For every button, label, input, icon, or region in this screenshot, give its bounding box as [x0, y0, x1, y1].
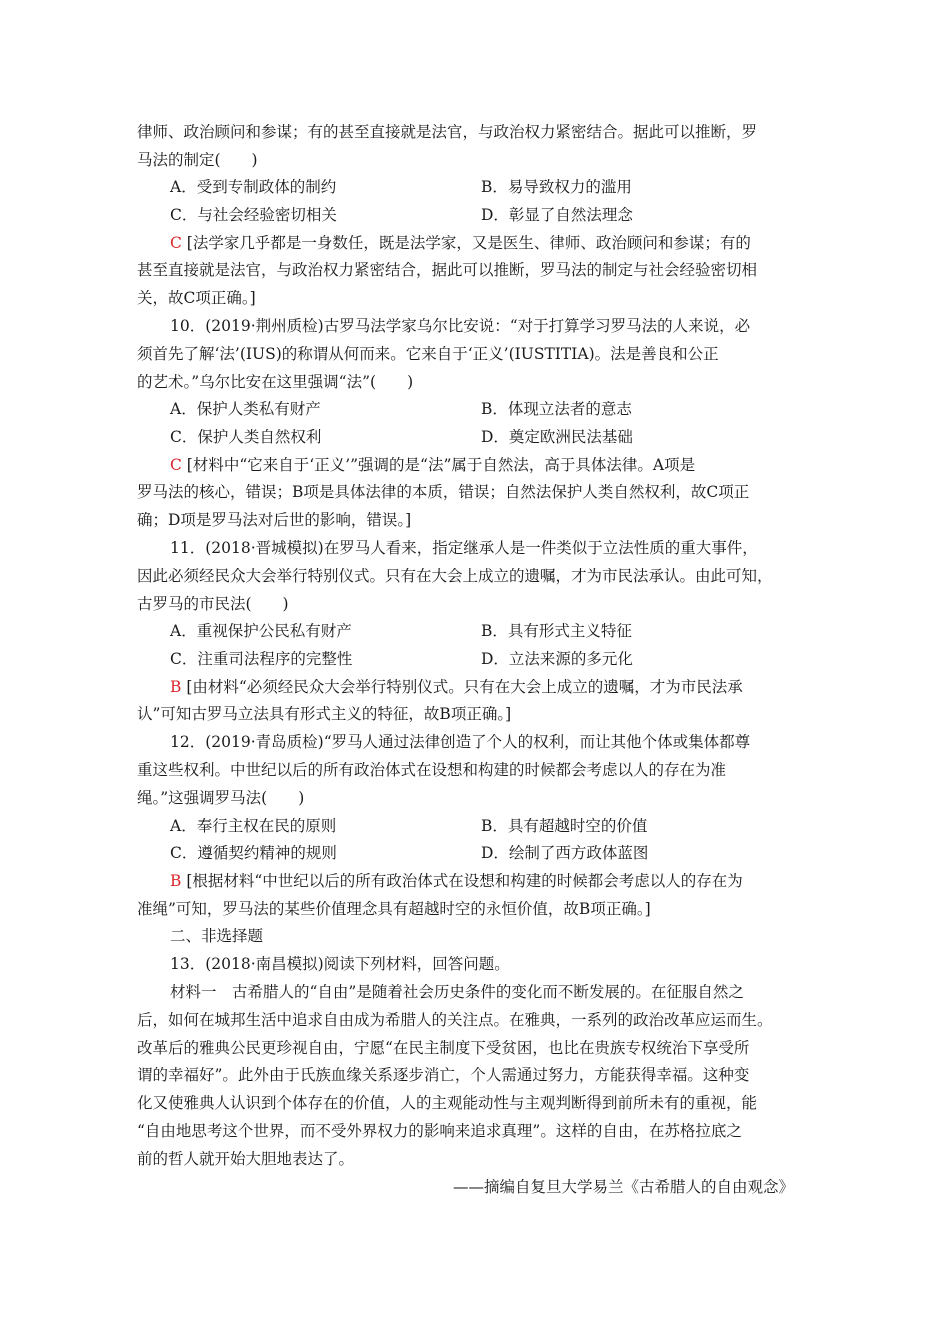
q11-stem-line-2: 因此必须经民众大会举行特别仪式。只有在大会上成立的遗嘱，才为市民法承认。由此可知，: [137, 567, 773, 585]
q11-option-d: D．立法来源的多元化: [481, 650, 633, 668]
q10-stem-line-2: 须首先了解‘法’(IUS)的称谓从何而来。它来自于‘正义’(IUSTITIA)。法是善良和公正: [137, 345, 719, 363]
q12-option-d: D．绘制了西方政体蓝图: [481, 844, 649, 862]
q13-material-line-2: 后，如何在城邦生活中追求自由成为希腊人的关注点。在雅典，一系列的政治改革应运而生。: [137, 1011, 773, 1029]
q11-explanation-line-2: 认”可知古罗马立法具有形式主义的特征，故B项正确。]: [137, 705, 512, 723]
q12-explanation-line-1: B [根据材料“中世纪以后的所有政治体式在设想和构建的时候都会考虑以人的存在为: [170, 872, 743, 890]
q9-stem-line-2: 马法的制定( ): [137, 151, 258, 169]
q10-option-d: D．奠定欧洲民法基础: [481, 428, 633, 446]
q9-option-d: D．彰显了自然法理念: [481, 206, 633, 224]
q9-option-a: A．受到专制政体的制约: [170, 178, 337, 196]
q13-material-line-6: “自由地思考这个世界，而不受外界权力的影响来追求真理”。这样的自由，在苏格拉底之: [137, 1122, 742, 1140]
q9-option-c: C．与社会经验密切相关: [170, 206, 337, 224]
q13-material-line-5: 化又使雅典人认识到个体存在的价值，人的主观能动性与主观判断得到前所未有的重视，能: [137, 1094, 758, 1112]
q10-explanation-line-1: C [材料中“它来自于‘正义’”强调的是“法”属于自然法，高于具体法律。A项是: [170, 456, 696, 474]
q12-option-c: C．遵循契约精神的规则: [170, 844, 337, 862]
q11-option-c: C．注重司法程序的完整性: [170, 650, 353, 668]
q12-explanation-line-2: 准绳”可知，罗马法的某些价值理念具有超越时空的永恒价值，故B项正确。]: [137, 900, 651, 918]
q13-material-line-4: 谓的幸福好”。此外由于氏族血缘关系逐步消亡，个人需通过努力，方能获得幸福。这种变: [137, 1066, 750, 1084]
q9-explanation-line-2: 甚至直接就是法官，与政治权力紧密结合，据此可以推断，罗马法的制定与社会经验密切相: [137, 261, 758, 279]
q9-explanation-line-1: C [法学家几乎都是一身数任，既是法学家，又是医生、律师、政治顾问和参谋；有的: [170, 234, 751, 252]
q9-option-b: B．易导致权力的滥用: [481, 178, 632, 196]
q12-option-a: A．奉行主权在民的原则: [170, 817, 337, 835]
q10-answer: C: [170, 456, 182, 474]
q11-stem-line-3: 古罗马的市民法( ): [137, 595, 289, 613]
q10-stem-line-1: 10．(2019·荆州质检)古罗马法学家乌尔比安说：“对于打算学习罗马法的人来说，必: [170, 317, 751, 335]
q9-explanation-line-3: 关，故C项正确。]: [137, 289, 256, 307]
q11-option-a: A．重视保护公民私有财产: [170, 622, 352, 640]
q10-option-a: A．保护人类私有财产: [170, 400, 321, 418]
q10-explanation-line-3: 确；D项是罗马法对后世的影响，错误。]: [137, 511, 412, 529]
q13-material-line-7: 前的哲人就开始大胆地表达了。: [137, 1150, 355, 1168]
q10-stem-line-3: 的艺术。”乌尔比安在这里强调“法”( ): [137, 373, 414, 391]
q13-source-citation: ——摘编自复旦大学易兰《古希腊人的自由观念》: [453, 1178, 795, 1196]
q11-answer: B: [170, 678, 182, 696]
q10-option-b: B．体现立法者的意志: [481, 400, 632, 418]
q13-material-line-1: 材料一 古希腊人的“自由”是随着社会历史条件的变化而不断发展的。在征服自然之: [170, 983, 744, 1001]
q13-material-line-3: 改革后的雅典公民更珍视自由，宁愿“在民主制度下受贫困，也比在贵族专权统治下享受所: [137, 1039, 750, 1057]
q11-explanation-line-1: B [由材料“必须经民众大会举行特别仪式。只有在大会上成立的遗嘱，才为市民法承: [170, 678, 743, 696]
q13-stem: 13．(2018·南昌模拟)阅读下列材料，回答问题。: [170, 955, 510, 973]
q9-answer: C: [170, 234, 182, 252]
q11-option-b: B．具有形式主义特征: [481, 622, 632, 640]
q9-stem-line-1: 律师、政治顾问和参谋；有的甚至直接就是法官，与政治权力紧密结合。据此可以推断，罗: [137, 123, 758, 141]
q10-option-c: C．保护人类自然权利: [170, 428, 322, 446]
q10-explanation-line-2: 罗马法的核心，错误；B项是具体法律的本质，错误；自然法保护人类自然权利，故C项正: [137, 483, 750, 501]
q12-answer: B: [170, 872, 182, 890]
q12-stem-line-2: 重这些权利。中世纪以后的所有政治体式在设想和构建的时候都会考虑以人的存在为准: [137, 761, 727, 779]
q12-stem-line-1: 12．(2019·青岛质检)“罗马人通过法律创造了个人的权利，而让其他个体或集体都尊: [170, 733, 751, 751]
q11-stem-line-1: 11．(2018·晋城模拟)在罗马人看来，指定继承人是一件类似于立法性质的重大事件，: [170, 539, 758, 557]
q12-option-b: B．具有超越时空的价值: [481, 817, 648, 835]
section-heading: 二、非选择题: [170, 927, 264, 945]
q12-stem-line-3: 绳。”这强调罗马法( ): [137, 789, 305, 807]
